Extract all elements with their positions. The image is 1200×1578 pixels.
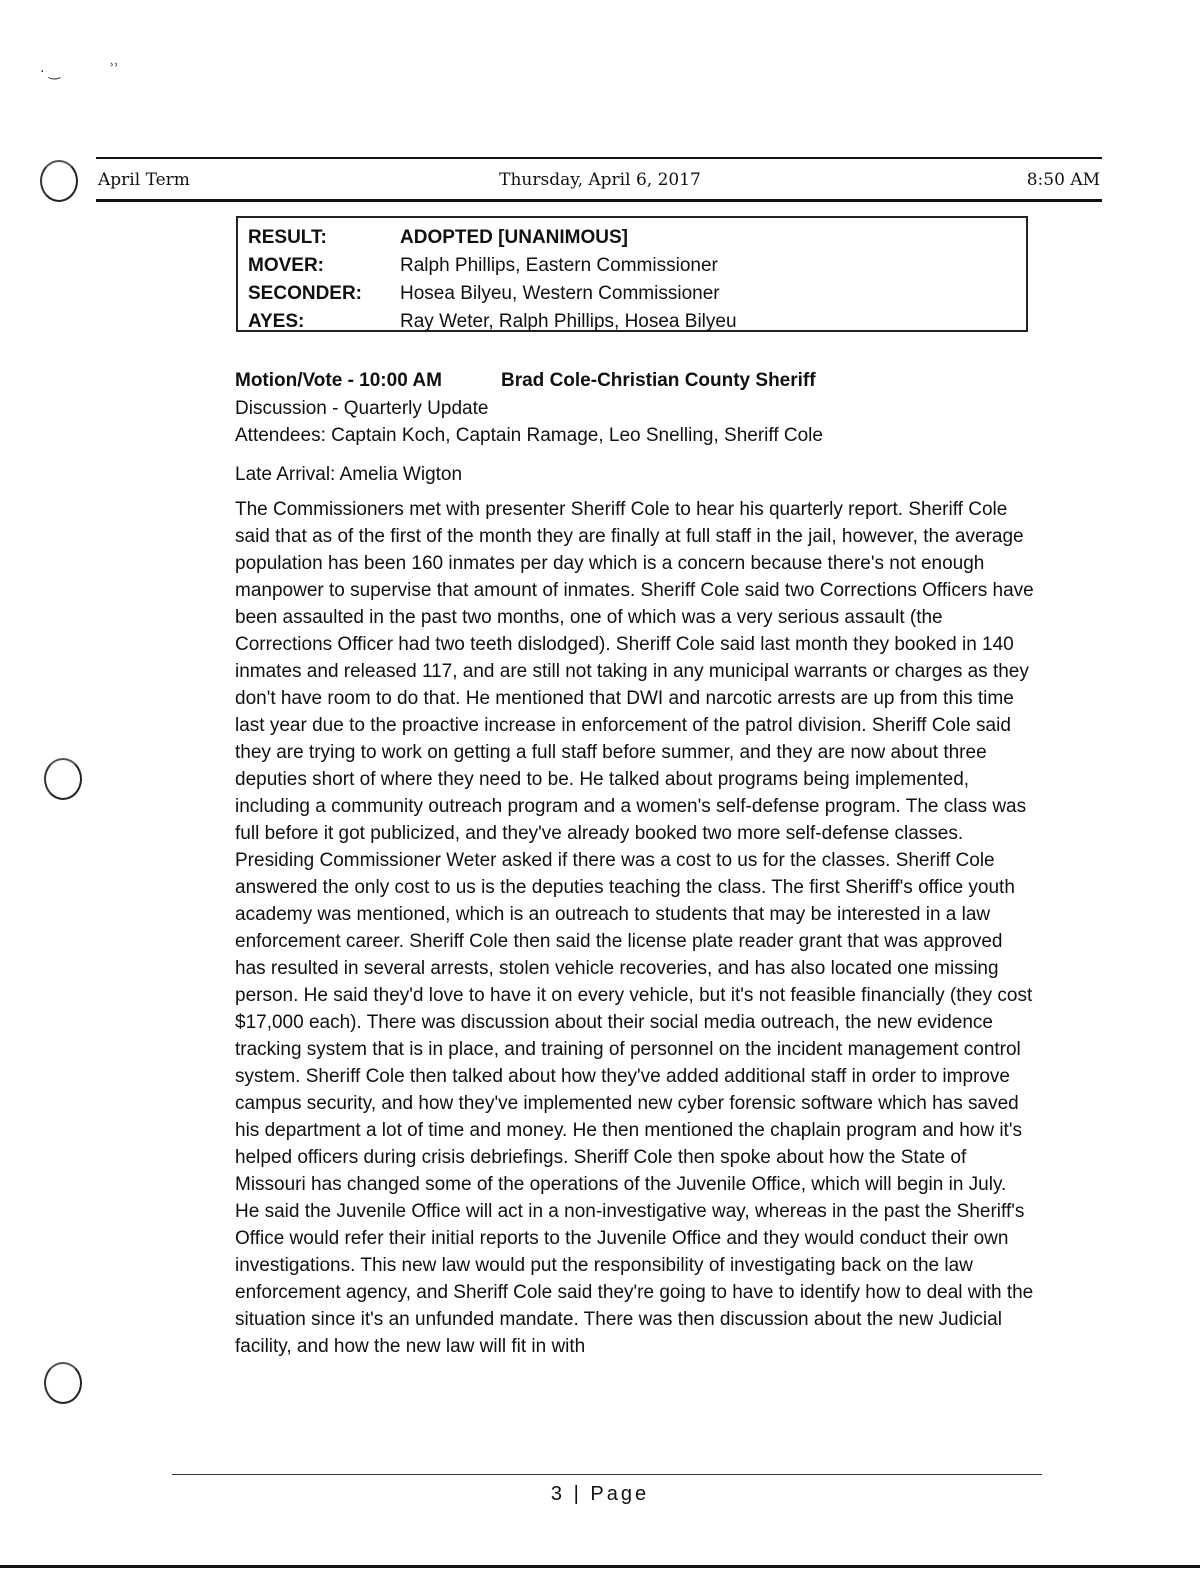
footer-rule [172,1474,1042,1475]
scan-speck: · ‿ [40,64,61,80]
mover-value: Ralph Phillips, Eastern Commissioner [400,255,718,276]
discussion-line: Discussion - Quarterly Update [235,398,489,419]
result-label: RESULT: [248,227,327,248]
header-date: Thursday, April 6, 2017 [499,170,701,190]
header-bottom-rule [96,199,1102,202]
header-top-rule [96,157,1102,159]
vote-result-box [236,216,1028,332]
motion-subject: Brad Cole-Christian County Sheriff [501,370,816,391]
binder-hole-icon [44,1362,82,1404]
mover-label: MOVER: [248,255,324,276]
result-value: ADOPTED [UNANIMOUS] [400,227,628,248]
binder-hole-icon [44,758,82,800]
seconder-value: Hosea Bilyeu, Western Commissioner [400,283,720,304]
scan-speck: ˒˒ [110,58,119,74]
attendees-line: Attendees: Captain Koch, Captain Ramage, Leo Snelling, Sheriff Cole [235,425,823,446]
motion-time-label: Motion/Vote - 10:00 AM [235,370,442,391]
page-number: 3 | Page [550,1483,650,1505]
ayes-label: AYES: [248,311,305,332]
late-arrival-line: Late Arrival: Amelia Wigton [235,464,463,485]
seconder-label: SECONDER: [248,283,363,304]
scan-bottom-edge [0,1565,1200,1568]
motion-heading [235,367,1035,394]
minutes-paragraph: The Commissioners met with presenter Sheriff Cole to hear his quarterly report. Sheriff Cole said that as of the first of the month they are finally at full staff in the jail, however, the average population has been 160 inmates per day which is a concern because there's not enough manpower to supervise that amount of inmates. Sheriff Cole said two Corrections Officers have been assaulted in the past two months, one of which was a very serious assault (the Corrections Officer had two teeth dislodged). Sheriff Cole said last month they booked in 140 inmates and released 117, and are still not taking in any municipal warrants or charges as they don't have room to do that. He mentioned that DWI and narcotic arrests are up from this time last year due to the proactive increase in enforcement of the patrol division. Sheriff Cole said they are trying to work on getting a full staff before summer, and they are now about three deputies short of where they need to be. He talked about programs being implemented, including a community outreach program and a women's self-defense program. The class was full before it got publicized, and they've already booked two more self-defense classes. Presiding Commissioner Weter asked if there was a cost to us for the classes. Sheriff Cole answered the only cost to us is the deputies teaching the class. The first Sheriff's office youth academy was mentioned, which is an outreach to students that may be interested in a law enforcement career. Sheriff Cole then said the license plate reader grant that was approved has resulted in several arrests, stolen vehicle recoveries, and has also located one missing person. He said they'd love to have it on every vehicle, but it's not feasible financially (they cost $17,000 each). There was discussion about their social media outreach, the new evidence tracking system that is in place, and training of personnel on the incident management control system. Sheriff Cole then talked about how they've added additional staff in order to improve campus security, and how they've implemented new cyber forensic software which has saved his department a lot of time and money. He then mentioned the chaplain program and how it's helped officers during crisis debriefings. Sheriff Cole then spoke about how the State of Missouri has changed some of the operations of the Juvenile Office, which will begin in July. He said the Juvenile Office will act in a non-investigative way, whereas in the past the Sheriff's Office would refer their initial reports to the Juvenile Office and they would conduct their own investigations. This new law would put the responsibility of investigating back on the law enforcement agency, and Sheriff Cole said they're going to have to identify how to deal with the situation since it's an unfunded mandate. There was then discussion about the new Judicial facility, and how the new law will fit in with [235,499,1034,1357]
header-term: April Term [98,170,190,190]
header-time: 8:50 AM [1026,170,1100,190]
ayes-value: Ray Weter, Ralph Phillips, Hosea Bilyeu [400,311,737,332]
